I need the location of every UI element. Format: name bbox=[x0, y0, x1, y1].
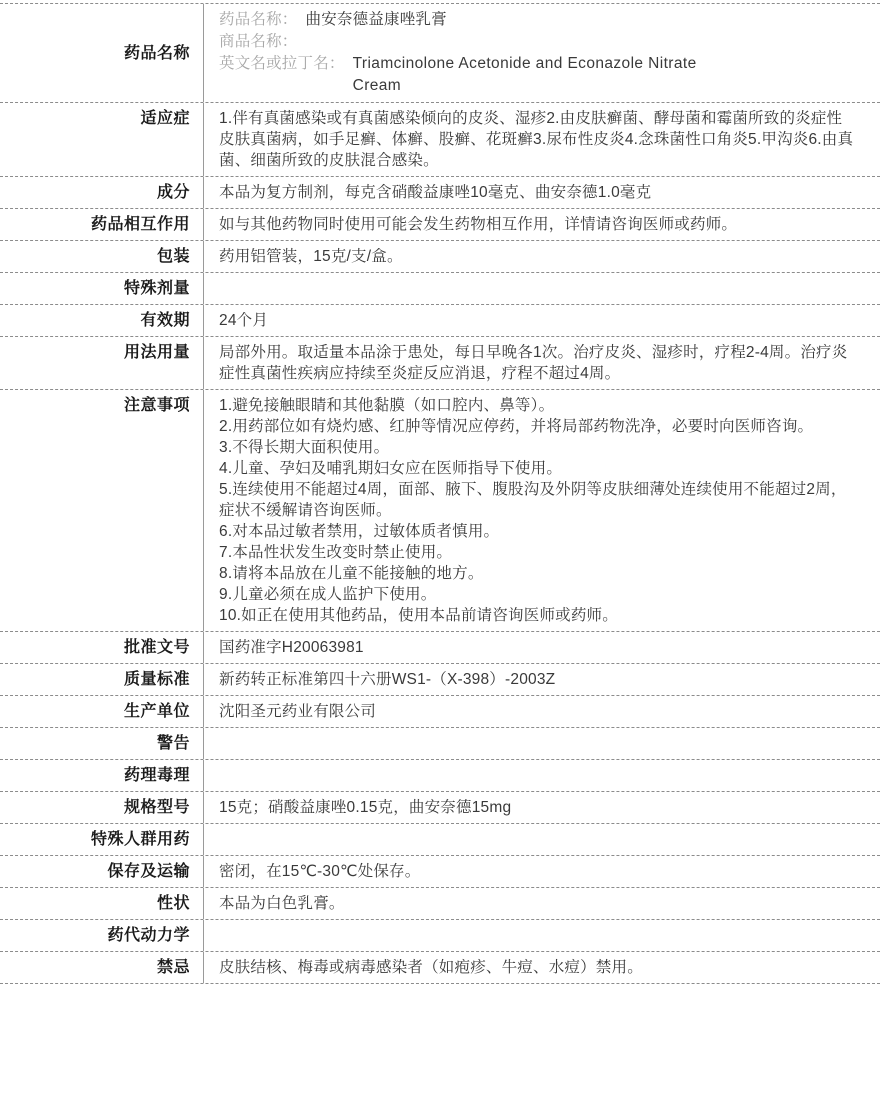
row-label-approval-number: 批准文号 bbox=[0, 632, 204, 663]
row-content-indications: 1.伴有真菌感染或有真菌感染倾向的皮炎、湿疹2.由皮肤癣菌、酵母菌和霉菌所致的炎症性皮肤真菌病，如手足癣、体癣、股癣、花斑癣3.尿布性皮炎4.念珠菌性口角炎5.甲沟炎6.由真菌、细菌所致的皮肤混合感染。 bbox=[219, 110, 854, 169]
field-label: 药品名称： bbox=[219, 11, 298, 28]
table-row-manufacturer bbox=[0, 696, 880, 728]
table-row-warning bbox=[0, 728, 880, 760]
row-label-appearance: 性状 bbox=[0, 888, 204, 919]
row-label-specification: 规格型号 bbox=[0, 792, 204, 823]
table-row-precautions bbox=[0, 390, 880, 632]
table-row-quality-standard bbox=[0, 664, 880, 696]
row-label-quality-standard: 质量标准 bbox=[0, 664, 204, 695]
field-value: 曲安奈德益康唑乳膏 bbox=[305, 11, 447, 28]
row-content-contraindications: 皮肤结核、梅毒或病毒感染者（如疱疹、牛痘、水痘）禁用。 bbox=[219, 959, 643, 976]
name-sub-row bbox=[219, 9, 855, 31]
row-content-ingredients: 本品为复方制剂，每克含硝酸益康唑10毫克、曲安奈德1.0毫克 bbox=[219, 184, 652, 201]
table-row-contraindications bbox=[0, 952, 880, 984]
row-content-warning bbox=[204, 728, 880, 759]
row-content-specification: 15克；硝酸益康唑0.15克，曲安奈德15mg bbox=[219, 799, 512, 816]
content-line: 8.请将本品放在儿童不能接触的地方。 bbox=[219, 565, 484, 582]
row-content-pharmacology-toxicology bbox=[204, 760, 880, 791]
drug-info-table bbox=[0, 3, 880, 984]
table-row-shelf-life bbox=[0, 305, 880, 337]
table-row-specification bbox=[0, 792, 880, 824]
row-content-storage-transport: 密闭，在15℃-30℃处保存。 bbox=[219, 863, 421, 880]
row-content-precautions bbox=[204, 390, 880, 631]
table-row-indications bbox=[0, 103, 880, 177]
row-label-shelf-life: 有效期 bbox=[0, 305, 204, 336]
row-label-drug-interactions: 药品相互作用 bbox=[0, 209, 204, 240]
content-line: 3.不得长期大面积使用。 bbox=[219, 439, 390, 456]
row-label-packaging: 包装 bbox=[0, 241, 204, 272]
table-row-pharmacology-toxicology bbox=[0, 760, 880, 792]
row-label-manufacturer: 生产单位 bbox=[0, 696, 204, 727]
row-content-usage-dosage: 局部外用。取适量本品涂于患处，每日早晚各1次。治疗皮炎、湿疹时，疗程2-4周。治疗炎症性真菌性疾病应持续至炎症反应消退，疗程不超过4周。 bbox=[219, 344, 848, 382]
row-content-shelf-life: 24个月 bbox=[219, 312, 269, 329]
row-content-pharmacokinetics bbox=[204, 920, 880, 951]
table-row-drug-interactions bbox=[0, 209, 880, 241]
content-line: 6.对本品过敏者禁用，过敏体质者慎用。 bbox=[219, 523, 500, 540]
field-label: 商品名称： bbox=[219, 33, 298, 50]
content-line: 1.避免接触眼睛和其他黏膜（如口腔内、鼻等）。 bbox=[219, 397, 555, 414]
row-label-special-populations: 特殊人群用药 bbox=[0, 824, 204, 855]
row-label-ingredients: 成分 bbox=[0, 177, 204, 208]
table-row-pharmacokinetics bbox=[0, 920, 880, 952]
row-content-manufacturer: 沈阳圣元药业有限公司 bbox=[219, 703, 377, 720]
content-line: 10.如正在使用其他药品，使用本品前请咨询医师或药师。 bbox=[219, 607, 618, 624]
row-label-special-dosage: 特殊剂量 bbox=[0, 273, 204, 304]
table-row-drug-name bbox=[0, 4, 880, 103]
row-content-special-populations bbox=[204, 824, 880, 855]
table-row-special-populations bbox=[0, 824, 880, 856]
content-line: 5.连续使用不能超过4周，面部、腋下、腹股沟及外阴等皮肤细薄处连续使用不能超过2周，症状不缓解请咨询医师。 bbox=[219, 481, 847, 519]
row-label-pharmacokinetics: 药代动力学 bbox=[0, 920, 204, 951]
name-sub-row bbox=[219, 31, 855, 53]
table-row-packaging bbox=[0, 241, 880, 273]
row-label-indications: 适应症 bbox=[0, 103, 204, 176]
row-content-approval-number: 国药准字H20063981 bbox=[219, 639, 364, 656]
row-label-contraindications: 禁忌 bbox=[0, 952, 204, 983]
row-label-storage-transport: 保存及运输 bbox=[0, 856, 204, 887]
field-value-line: Cream bbox=[352, 77, 402, 94]
name-sub-row bbox=[219, 53, 855, 97]
content-line: 2.用药部位如有烧灼感、红肿等情况应停药，并将局部药物洗净，必要时向医师咨询。 bbox=[219, 418, 814, 435]
field-value-line: Triamcinolone Acetonide and Econazole Nitrate bbox=[352, 55, 697, 72]
content-line: 7.本品性状发生改变时禁止使用。 bbox=[219, 544, 453, 561]
row-content-drug-interactions: 如与其他药物同时使用可能会发生药物相互作用，详情请咨询医师或药师。 bbox=[219, 216, 738, 233]
row-label-usage-dosage: 用法用量 bbox=[0, 337, 204, 389]
table-row-storage-transport bbox=[0, 856, 880, 888]
table-row-usage-dosage bbox=[0, 337, 880, 390]
content-line: 9.儿童必须在成人监护下使用。 bbox=[219, 586, 437, 603]
table-row-approval-number bbox=[0, 632, 880, 664]
row-content-special-dosage bbox=[204, 273, 880, 304]
table-row-special-dosage bbox=[0, 273, 880, 305]
row-label-warning: 警告 bbox=[0, 728, 204, 759]
table-row-ingredients bbox=[0, 177, 880, 209]
row-content-drug-name bbox=[204, 4, 880, 102]
row-label-drug-name: 药品名称 bbox=[0, 4, 204, 102]
content-line: 4.儿童、孕妇及哺乳期妇女应在医师指导下使用。 bbox=[219, 460, 563, 477]
row-label-pharmacology-toxicology: 药理毒理 bbox=[0, 760, 204, 791]
field-value bbox=[353, 53, 855, 97]
row-label-precautions: 注意事项 bbox=[0, 390, 204, 631]
row-content-quality-standard: 新药转正标准第四十六册WS1-（X-398）-2003Z bbox=[219, 671, 556, 688]
row-content-packaging: 药用铝管装，15克/支/盒。 bbox=[219, 248, 403, 265]
field-label: 英文名或拉丁名： bbox=[219, 55, 345, 72]
row-content-appearance: 本品为白色乳膏。 bbox=[219, 895, 345, 912]
table-row-appearance bbox=[0, 888, 880, 920]
